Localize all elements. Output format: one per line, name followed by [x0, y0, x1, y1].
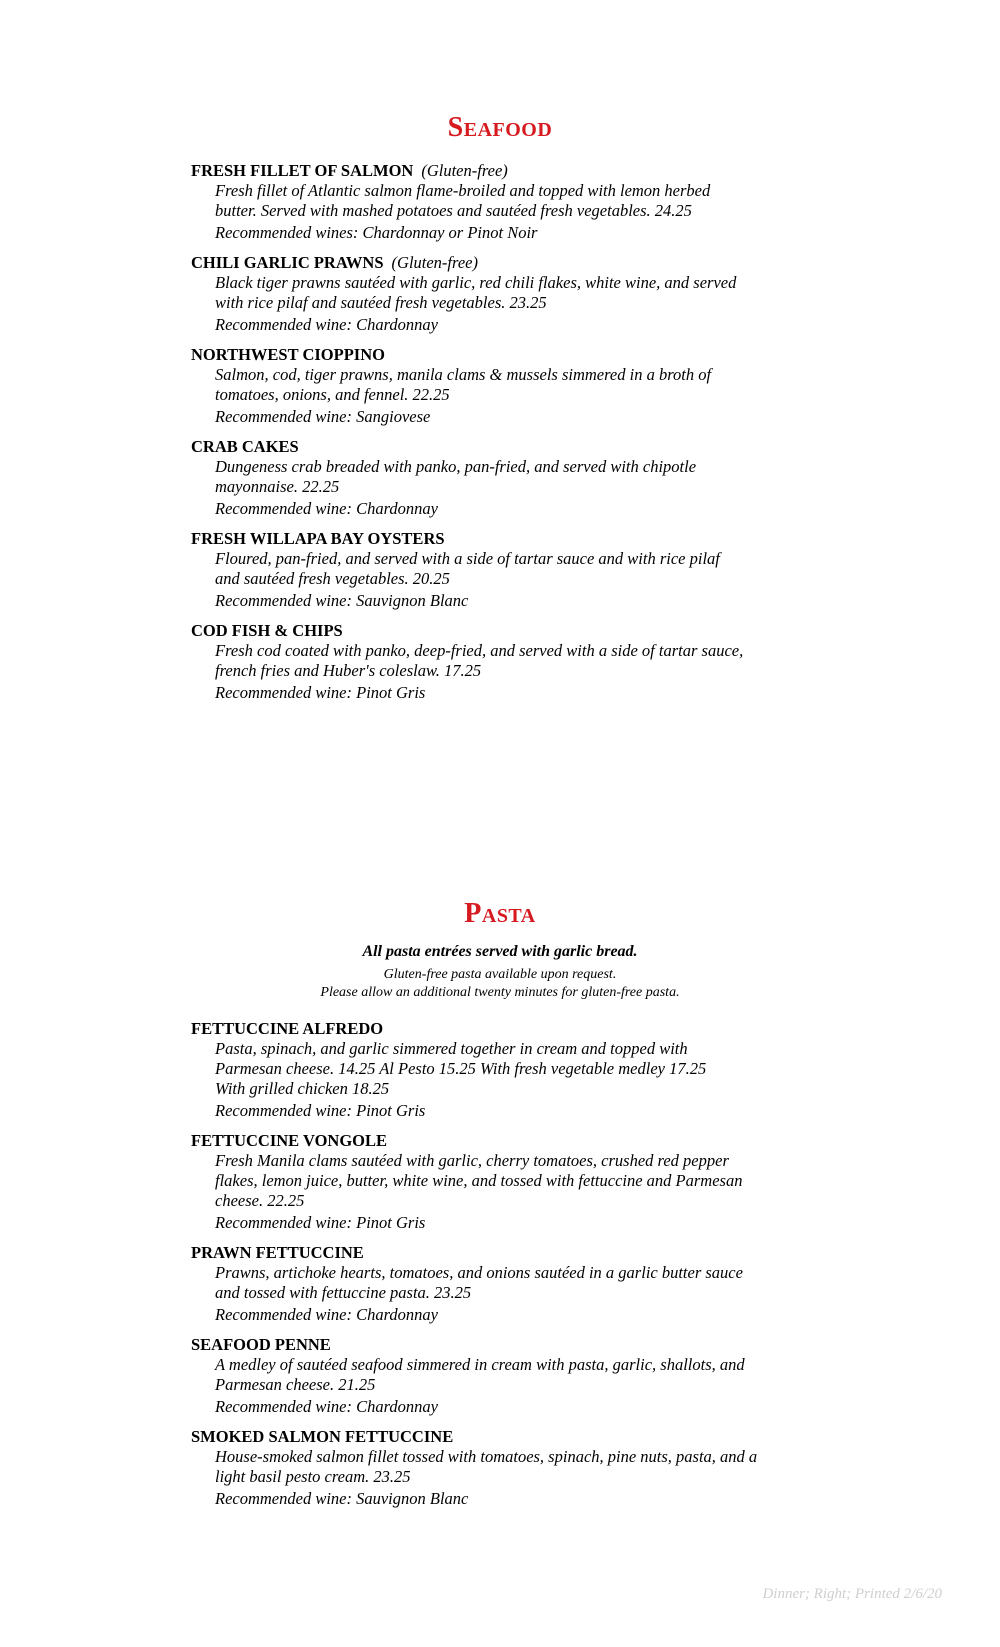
print-footer: Dinner; Right; Printed 2/6/20 [762, 1586, 942, 1602]
menu-item [191, 1427, 831, 1509]
menu-item-name [191, 1019, 831, 1039]
seafood-title: Seafood [447, 112, 553, 143]
menu-item-title: CHILI GARLIC PRAWNS [191, 253, 384, 272]
menu-item-description-line: Parmesan cheese. 14.25 Al Pesto 15.25 With fresh vegetable medley 17.25 [215, 1059, 707, 1078]
menu-item-description-line: Parmesan cheese. 21.25 [215, 1375, 376, 1394]
menu-item-wine-pairing: Recommended wine: Chardonnay [215, 1305, 438, 1324]
menu-item-wine-pairing: Recommended wine: Chardonnay [215, 1397, 438, 1416]
menu-item [191, 161, 831, 243]
menu-item [191, 621, 831, 703]
menu-item-wine-pairing: Recommended wine: Pinot Gris [215, 1213, 426, 1232]
menu-item [191, 1335, 831, 1417]
pasta-title: Pasta [464, 898, 536, 929]
pasta-subtitle: All pasta entrées served with garlic bread. [362, 943, 638, 960]
menu-item-wine-pairing: Recommended wine: Chardonnay [215, 499, 438, 518]
menu-item-title: NORTHWEST CIOPPINO [191, 345, 385, 364]
menu-item-description-line: Fresh Manila clams sautéed with garlic, cherry tomatoes, crushed red pepper [215, 1151, 729, 1170]
menu-item-title: PRAWN FETTUCCINE [191, 1243, 364, 1262]
menu-item-name [191, 1243, 831, 1263]
menu-item-description-line: Black tiger prawns sautéed with garlic, red chili flakes, white wine, and served [215, 273, 737, 292]
menu-item-title: FETTUCCINE ALFREDO [191, 1019, 384, 1038]
menu-item-description-line: Salmon, cod, tiger prawns, manila clams & mussels simmered in a broth of [215, 365, 712, 384]
menu-item-wine-pairing: Recommended wine: Sangiovese [215, 407, 431, 426]
menu-item-title: SMOKED SALMON FETTUCCINE [191, 1427, 454, 1446]
menu-item-title: FRESH FILLET OF SALMON [191, 161, 414, 180]
menu-item-diet-note: (Gluten-free) [391, 253, 478, 272]
menu-item [191, 345, 831, 427]
menu-item-description-line: with rice pilaf and sautéed fresh vegetables. 23.25 [215, 293, 547, 312]
menu-item-description-line: With grilled chicken 18.25 [215, 1079, 390, 1098]
menu-item-description-line: House-smoked salmon fillet tossed with tomatoes, spinach, pine nuts, pasta, and a [215, 1447, 758, 1466]
menu-item-wine-pairing: Recommended wine: Sauvignon Blanc [215, 591, 469, 610]
menu-item-name [191, 1335, 831, 1355]
menu-item-description-line: Pasta, spinach, and garlic simmered together in cream and topped with [215, 1039, 688, 1058]
menu-item-description-line: A medley of sautéed seafood simmered in cream with pasta, garlic, shallots, and [215, 1355, 745, 1374]
menu-item-description-line: and tossed with fettuccine pasta. 23.25 [215, 1283, 472, 1302]
menu-item-description-line: Prawns, artichoke hearts, tomatoes, and onions sautéed in a garlic butter sauce [215, 1263, 743, 1282]
menu-item-description-line: Dungeness crab breaded with panko, pan-fried, and served with chipotle [215, 457, 697, 476]
menu-item-title: SEAFOOD PENNE [191, 1335, 331, 1354]
menu-item-name [191, 345, 831, 365]
menu-item-description-line: mayonnaise. 22.25 [215, 477, 340, 496]
menu-item [191, 1243, 831, 1325]
menu-item-title: FRESH WILLAPA BAY OYSTERS [191, 529, 445, 548]
menu-item-description-line: cheese. 22.25 [215, 1191, 305, 1210]
menu-item [191, 437, 831, 519]
menu-item-description-line: flakes, lemon juice, butter, white wine, and tossed with fettuccine and Parmesan [215, 1171, 743, 1190]
menu-item-title: COD FISH & CHIPS [191, 621, 343, 640]
menu-item-description-line: Fresh fillet of Atlantic salmon flame-broiled and topped with lemon herbed [215, 181, 711, 200]
menu-item [191, 529, 831, 611]
menu-item [191, 1131, 831, 1233]
menu-item-description-line: Fresh cod coated with panko, deep-fried, and served with a side of tartar sauce, [215, 641, 744, 660]
menu-item-description-line: light basil pesto cream. 23.25 [215, 1467, 411, 1486]
seafood-items [191, 161, 831, 713]
menu-item-name [191, 529, 831, 549]
menu-item-name [191, 621, 831, 641]
menu-item-name [191, 437, 831, 457]
menu-item-name [191, 161, 831, 181]
menu-item-title: CRAB CAKES [191, 437, 299, 456]
pasta-note-allow-time: Please allow an additional twenty minutes for gluten-free pasta. [320, 985, 680, 1000]
menu-item-description-line: butter. Served with mashed potatoes and sautéed fresh vegetables. 24.25 [215, 201, 692, 220]
pasta-note-gluten-free: Gluten-free pasta available upon request. [383, 967, 617, 982]
menu-item-name [191, 1131, 831, 1151]
menu-item-wine-pairing: Recommended wine: Pinot Gris [215, 1101, 426, 1120]
menu-item-wine-pairing: Recommended wine: Pinot Gris [215, 683, 426, 702]
menu-item-description-line: Floured, pan-fried, and served with a side of tartar sauce and with rice pilaf [215, 549, 720, 568]
menu-item-name [191, 1427, 831, 1447]
menu-item [191, 1019, 831, 1121]
menu-item-description-line: tomatoes, onions, and fennel. 22.25 [215, 385, 450, 404]
menu-item-wine-pairing: Recommended wine: Chardonnay [215, 315, 438, 334]
menu-item-title: FETTUCCINE VONGOLE [191, 1131, 388, 1150]
menu-item-name [191, 253, 831, 273]
menu-item-description-line: and sautéed fresh vegetables. 20.25 [215, 569, 450, 588]
menu-item-wine-pairing: Recommended wines: Chardonnay or Pinot Noir [215, 223, 538, 242]
pasta-items [191, 1019, 831, 1519]
menu-item-wine-pairing: Recommended wine: Sauvignon Blanc [215, 1489, 469, 1508]
menu-item [191, 253, 831, 335]
menu-item-diet-note: (Gluten-free) [421, 161, 508, 180]
menu-item-description-line: french fries and Huber's coleslaw. 17.25 [215, 661, 482, 680]
